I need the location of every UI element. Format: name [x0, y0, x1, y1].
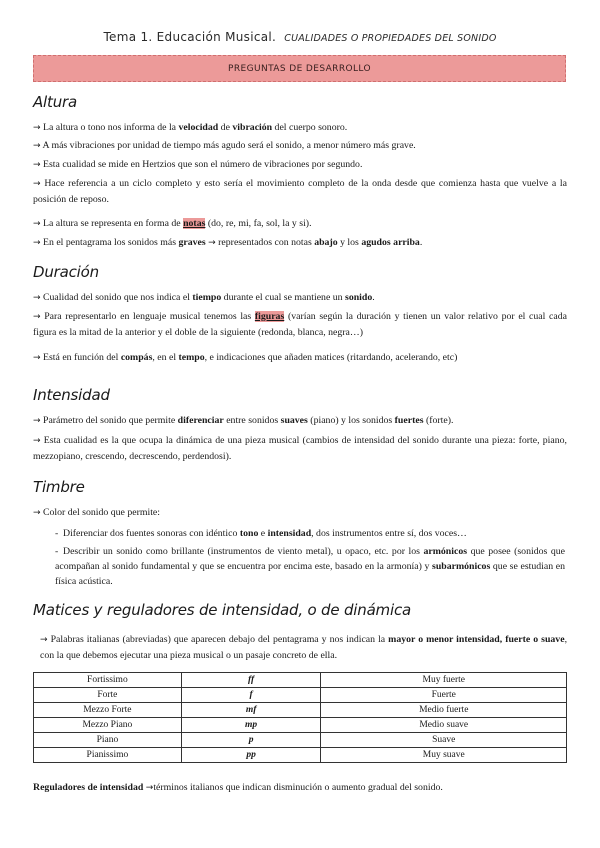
arrow-icon: →	[33, 219, 41, 229]
intensidad-paragraph-2: → Esta cualidad es la que ocupa la dinámica de una pieza musical (cambios de intensidad del sonido durante una pieza: forte, piano, mezzopiano, crescendo, decrescendo, perdendosi).	[33, 435, 567, 462]
duracion-paragraph-1: → Cualidad del sonido que nos indica el tiempo durante el cual se mantiene un sonido.	[33, 292, 375, 303]
table-row	[34, 748, 567, 763]
dynamic-term: Pianissimo	[34, 748, 182, 763]
matices-paragraph-2: Reguladores de intensidad →términos italianos que indican disminución o aumento gradual del sonido.	[33, 782, 443, 793]
arrow-icon: →	[33, 353, 41, 363]
dynamic-meaning: Medio suave	[321, 718, 567, 733]
dynamic-symbol: p	[181, 733, 321, 748]
dynamic-meaning: Medio fuerte	[321, 703, 567, 718]
altura-paragraph-3: → Esta cualidad se mide en Hertzios que son el número de vibraciones por segundo.	[33, 159, 363, 170]
arrow-icon: →	[33, 416, 41, 426]
heading-intensidad: Intensidad	[33, 386, 110, 404]
altura-paragraph-2: → A más vibraciones por unidad de tiempo más agudo será el sonido, a menor número más grave.	[33, 140, 416, 151]
duracion-paragraph-2: → Para representarlo en lenguaje musical tenemos las figuras (varían según la duración y tienen un valor relativo por el cual cada figura es la mitad de la anterior y el doble de la siguiente (redonda, blanca, negra…)	[33, 311, 567, 338]
timbre-bullet-2: - Describir un sonido como brillante (instrumentos de viento metal), u opaco, etc. por los armónicos que posee (sonidos que acompañan al sonido fundamental y que se encuentra por encima este, basado en la armonía) y subarmónicos que se estudian en física acústica.	[55, 546, 566, 587]
arrow-icon: →	[40, 635, 48, 645]
dash-bullet: -	[55, 528, 59, 539]
dynamic-meaning: Suave	[321, 733, 567, 748]
dynamic-symbol: f	[181, 688, 321, 703]
table-row	[34, 703, 567, 718]
timbre-paragraph-1: → Color del sonido que permite:	[33, 507, 160, 518]
dash-bullet: -	[55, 546, 59, 557]
dynamic-symbol: mf	[181, 703, 321, 718]
table-row	[34, 673, 567, 688]
arrow-icon: →	[33, 293, 41, 303]
altura-paragraph-4: → Hace referencia a un ciclo completo y esto sería el movimiento completo de la onda desde que comienza hasta que vuelve a la posición de reposo.	[33, 178, 567, 205]
section-banner: PREGUNTAS DE DESARROLLO	[33, 55, 566, 82]
arrow-icon: →	[33, 123, 41, 133]
altura-paragraph-5: → La altura se representa en forma de notas (do, re, mi, fa, sol, la y si).	[33, 218, 312, 229]
arrow-icon: →	[208, 238, 216, 248]
altura-paragraph-6: → En el pentagrama los sonidos más graves → representados con notas abajo y los agudos arriba.	[33, 237, 423, 248]
table-row	[34, 718, 567, 733]
dynamic-symbol: mp	[181, 718, 321, 733]
arrow-icon: →	[33, 238, 41, 248]
dynamic-term: Forte	[34, 688, 182, 703]
page-title	[0, 30, 600, 44]
arrow-icon: →	[33, 508, 41, 518]
dynamic-symbol: pp	[181, 748, 321, 763]
heading-timbre: Timbre	[33, 478, 85, 496]
altura-paragraph-1: → La altura o tono nos informa de la velocidad de vibración del cuerpo sonoro.	[33, 122, 348, 133]
dynamic-term: Mezzo Forte	[34, 703, 182, 718]
heading-altura: Altura	[33, 93, 77, 111]
dynamic-term: Piano	[34, 733, 182, 748]
dynamic-meaning: Muy fuerte	[321, 673, 567, 688]
table-row	[34, 688, 567, 703]
arrow-icon: →	[33, 160, 41, 170]
timbre-bullet-1: - Diferenciar dos fuentes sonoras con idéntico tono e intensidad, dos instrumentos entre sí, dos voces…	[55, 528, 467, 539]
arrow-icon: →	[33, 436, 41, 446]
matices-paragraph-1: → Palabras italianas (abreviadas) que aparecen debajo del pentagrama y nos indican la mayor o menor intensidad, fuerte o suave, con la que debemos ejecutar una pieza musical o un pasaje concreto de ella.	[40, 634, 568, 661]
intensidad-paragraph-1: → Parámetro del sonido que permite diferenciar entre sonidos suaves (piano) y los sonidos fuertes (forte).	[33, 415, 454, 426]
title-subtitle: CUALIDADES O PROPIEDADES DEL SONIDO	[284, 33, 497, 44]
arrow-icon: →	[145, 783, 154, 793]
table-row	[34, 733, 567, 748]
heading-matices: Matices y reguladores de intensidad, o de dinámica	[33, 601, 411, 619]
arrow-icon: →	[33, 312, 41, 322]
duracion-paragraph-3: → Está en función del compás, en el tempo, e indicaciones que añaden matices (ritardando, acelerando, etc)	[33, 352, 458, 363]
dynamic-term: Fortissimo	[34, 673, 182, 688]
dynamics-table	[33, 672, 567, 763]
arrow-icon: →	[33, 141, 41, 151]
arrow-icon: →	[33, 179, 41, 189]
dynamic-meaning: Muy suave	[321, 748, 567, 763]
dynamic-symbol: ff	[181, 673, 321, 688]
dynamic-meaning: Fuerte	[321, 688, 567, 703]
heading-duracion: Duración	[33, 263, 99, 281]
title-main: Tema 1. Educación Musical.	[103, 30, 277, 44]
dynamic-term: Mezzo Piano	[34, 718, 182, 733]
